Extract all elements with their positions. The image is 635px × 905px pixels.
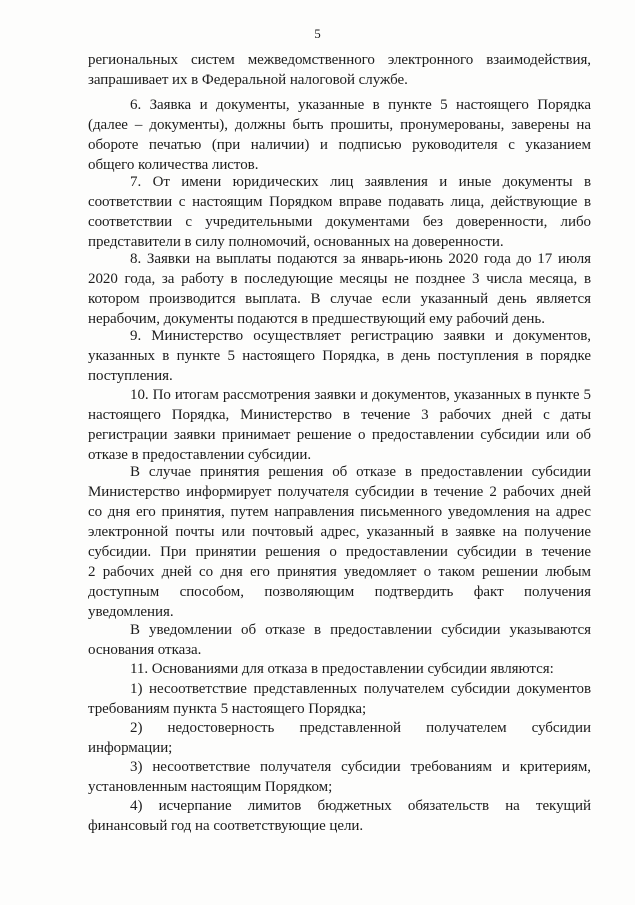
text-line: Министерство информирует получателя субсидии в течение 2 рабочих дней — [88, 484, 591, 500]
text-line: поступления. — [88, 368, 173, 384]
text-line: 9. Министерство осуществляет регистрацию заявки и документов, — [130, 328, 591, 344]
text-line: 2020 года, за работу в последующие месяцы не позднее 3 числа месяца, в — [88, 271, 591, 287]
text-line: соответствии с учредительными документами без доверенности, либо — [88, 214, 591, 230]
text-line: В случае принятия решения об отказе в предоставлении субсидии — [130, 464, 591, 480]
text-line: 8. Заявки на выплаты подаются за январь-июнь 2020 года до 17 июля — [130, 251, 591, 267]
text-line: 7. От имени юридических лиц заявления и иные документы в — [130, 174, 591, 190]
page-number: 5 — [314, 26, 321, 41]
list-item-1 — [88, 679, 591, 719]
text-line: электронной почты или почтовый адрес, указанный в заявке на получение — [88, 524, 591, 540]
text-line: котором производится выплата. В случае если указанный день является — [88, 291, 591, 307]
text-line: общего количества листов. — [88, 157, 259, 173]
text-line: финансовый год на соответствующие цели. — [88, 818, 364, 834]
text-line: информации; — [88, 740, 173, 756]
text-line: указанных в пункте 5 настоящего Порядка, в день поступления в порядке — [88, 348, 591, 364]
text-line: соответствии с настоящим Порядком вправе подавать лица, действующие в — [88, 194, 591, 210]
text-line: нерабочим, документы подаются в предшествующий ему рабочий день. — [88, 311, 545, 327]
text-line: 2) недостоверность представленной получателем субсидии — [130, 720, 591, 736]
text-line: со дня его принятия, путем направления письменного уведомления на адрес — [88, 504, 591, 520]
text-line: 3) несоответствие получателя субсидии требованиям и критериям, — [130, 759, 591, 775]
text-line: 6. Заявка и документы, указанные в пункте 5 настоящего Порядка — [130, 97, 591, 113]
text-line: 2 рабочих дней со дня его принятия уведомляет о таком решении любым — [88, 564, 591, 580]
text-line: уведомления. — [88, 604, 174, 620]
text-line: 1) несоответствие представленных получателем субсидии документов — [130, 681, 591, 697]
text-line: отказе в предоставлении субсидии. — [88, 447, 312, 463]
text-line: запрашивает их в Федеральной налоговой службе. — [88, 72, 408, 88]
list-item-2 — [88, 718, 591, 758]
paragraph-1 — [88, 50, 591, 90]
text-line: региональных систем межведомственного электронного взаимодействия, — [88, 52, 591, 68]
text-line: настоящего Порядка, Министерство в течение 3 рабочих дней с даты — [88, 407, 591, 423]
text-line: 4) исчерпание лимитов бюджетных обязательств на текущий — [130, 798, 591, 814]
paragraph-8 — [88, 249, 591, 329]
text-line: регистрации заявки принимает решение о предоставлении субсидии или об — [88, 427, 591, 443]
text-line: 11. Основаниями для отказа в предоставлении субсидии являются: — [130, 661, 554, 677]
paragraph-6 — [88, 95, 591, 175]
text-line: представители в силу полномочий, основанных на доверенности. — [88, 234, 504, 250]
paragraph-refusal-notice — [88, 462, 591, 622]
text-line: доступным способом, позволяющим подтвердить факт получения — [88, 584, 591, 600]
text-line: установленным настоящим Порядком; — [88, 779, 333, 795]
text-line: основания отказа. — [88, 642, 202, 658]
text-line: обороте печатью (при наличии) и подписью руководителя с указанием — [88, 137, 591, 153]
text-line: (далее – документы), должны быть прошиты, пронумерованы, заверены на — [88, 117, 591, 133]
text-line: требованиям пункта 5 настоящего Порядка; — [88, 701, 367, 717]
paragraph-11 — [88, 659, 591, 679]
paragraph-refusal-grounds — [88, 620, 591, 660]
list-item-3 — [88, 757, 591, 797]
paragraph-10 — [88, 385, 591, 465]
text-line: 10. По итогам рассмотрения заявки и документов, указанных в пункте 5 — [130, 387, 591, 403]
text-line: В уведомлении об отказе в предоставлении субсидии указываются — [130, 622, 591, 638]
list-item-4 — [88, 796, 591, 836]
text-line: субсидии. При принятии решения о предоставлении субсидии в течение — [88, 544, 591, 560]
paragraph-9 — [88, 326, 591, 386]
paragraph-7 — [88, 172, 591, 252]
